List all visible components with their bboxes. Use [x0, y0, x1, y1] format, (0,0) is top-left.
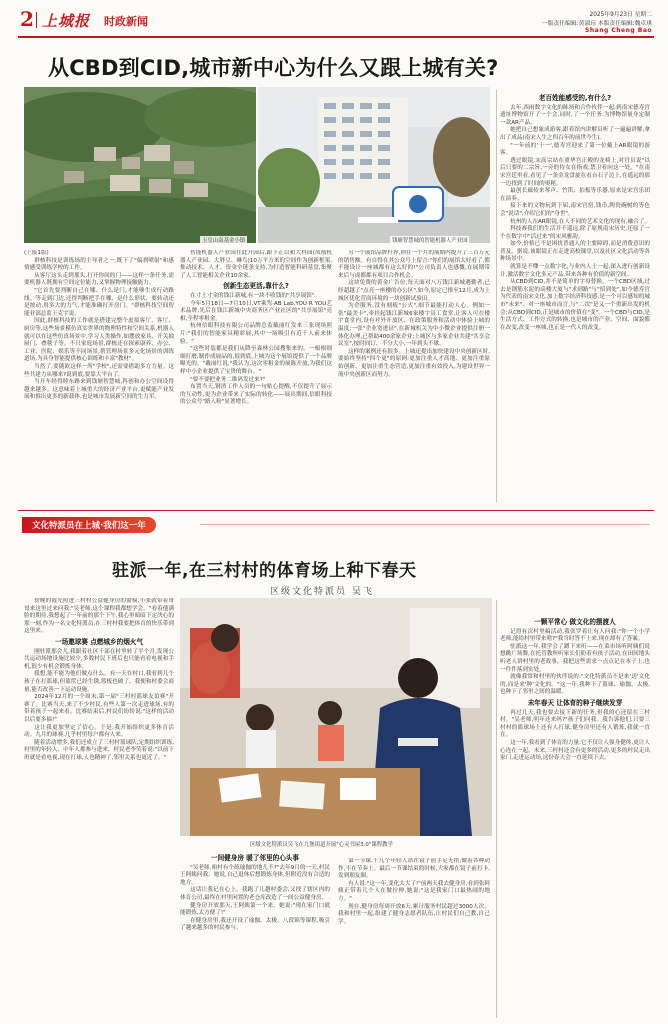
date-line: 2025年9月23日 星期二	[589, 12, 652, 18]
paragraph: 去年,西雨数字文化的陈扬和合作伙伴一起,到南宋德寿宫遗址博物馆开了一个会,同时,了一个任务:为博物馆量身定制一款AR产品。	[500, 104, 650, 126]
paragraph: 为企服务,没有刻板"公式",细节最能打动人心。例如一张"最美卡",牵挂起钱江新城6家楼宇员工食堂,让客人可在楼宇食堂内,设有对外开放区、在政策服务和活动中体验上城的温度;一张"企业宽进证",在新城机关为中小微企业提供注册一体化办理,已帮助400余家企业;上城区与多家企业共建"共享会议室",按时间订、不分大小,一年到头不歇。	[338, 303, 490, 348]
paragraph: 第一节课,十几个年轻人站在镜子前手足无措,做着各种动作,不在节奏上。最后一节课结束的时候,大家都在镜子前打卡,发到朋友圈。	[338, 858, 490, 880]
article1-column-3	[338, 250, 490, 502]
paragraph: 今年5月18日—7月10日,VT乘驾·AB Lab,YOU R YOU艺术品牌,先后在钱江新城中央商务区产业社区的"共享展馆"亮相,全程零租金。	[180, 300, 332, 322]
paragraph: 杭州信眼科技有限公司品牌总监戴丽红发来三张现场照片:"我们的智能家具精彩展,其中一场吸引有近千人前来体验。"	[180, 323, 332, 345]
paragraph: 这样的案例还有很多。上城还提出加快建设中央创新区时,要始终坚持"四个更"的原则:更加注重人才高地、更加注重原始创新、更加注重生态营造,更加注重有效投入,为建设世界一流中央创新区而努力。	[338, 348, 490, 378]
paragraph: "要不要把业务二维码发过来?"	[190, 376, 266, 383]
paragraph: 最创长廊传来琴声、竹笛、拍板等乐器,原来是宋宫乐团在演奏。	[500, 188, 650, 202]
paragraph: 因此,群核科技的工作就是搭建完整个虚拟客厅、客厅、厨房等,这些场景模仿真实世界的物理特性和空间关系,机器人就可以在这些仿真场景中,学习人类操作,如摆放家具、开关抽屉门、叠毯子等。不只家庭场景,群核还在探索康养、办公、工业、医院、娱乐等不同场景,帮管理场景多元化场景的训练道场,为具身智能提供核心训练和丰富"教材"。	[24, 318, 174, 363]
paragraph: 这一年,我看到了体育的力量:它不仅让人强身健体,更让人心连在一起。未来,三村村还会有更多的活动,更多的村民走出家门,走进运动场,这份春天会一直延续下去。	[500, 739, 650, 762]
subhead-basketball: 一场邀球赛 点燃城乡的烟火气	[54, 637, 143, 646]
masthead	[18, 5, 658, 35]
newspaper-logo: 上城报	[42, 12, 91, 30]
column-divider	[496, 600, 497, 1018]
column-divider	[496, 90, 497, 502]
paragraph: 傍晚的霞光照进三村村公益健身房的窗棂,小张就带着哥哥来这里过来问我:"吴老师,这个课程我都想学会。"看着他满脸的期待,我想起了一年前的那个下午,我心里暗暗下定决心的那一刻,作为一名文化特派员,在三村村我要把体育的快乐带到这里来。	[24, 598, 174, 635]
paragraph: 杭州的人在AR眼镜,在人不同的艺术文化的现有,融合了。	[510, 218, 650, 225]
paragraph: "吴老师,咱村有个练瑜伽的地儿不?"去年9月的一天,村民王阿姨问我。她说,自己退休后想锻炼身体,但附近没有合适的地方。	[180, 864, 330, 886]
paragraph: 从客厅这头走到那头,打开你间的门——这样一条任务,需要机器人既拥有空间定位能力,又掌握物理接触能力。	[24, 272, 174, 287]
subhead-gym: 一间健身房 暖了邻里的心头事	[210, 854, 299, 862]
paragraph: 现在,健身房每周开放6天,累计服务村民超过3000人次。我和村里一起,组建了健身志愿者队伍,让村民们自己教,自己学。	[338, 903, 490, 925]
paragraph: 她把自己想象成游客,跟着馆内讲解员听了一遍遍讲解,拿出了成品(南宋人生之四百年的前世今生)。	[500, 127, 650, 141]
paragraph: 另一个展馆品牌杆界,则在一个月的展期内提升了三百万元的销售额。有自得在其公众号上留言:"你们的展馆太好看了,都不能设计一座城都有这么好的!"公司负责人也感慨,在展期带来后与成都都有项目合作机会。	[338, 250, 490, 279]
photo-yuhuang-fund-town	[24, 87, 256, 243]
article2-column-3	[338, 858, 490, 1018]
photo-caption: 区级文化特派员吴飞在九堡街道开展"心灵书屋3.0"课程教学	[250, 842, 393, 848]
paragraph: 2024年12月的一个周末,第一届"三村村篮球友谊赛"开赛了。比赛当天,来了不少村民,有些人第一次走进球场,有的带着孩子一起来看。比赛结束后,村民们纷纷说:"这样的活动以后要多搞!"	[24, 694, 174, 723]
article1-column-2	[180, 250, 332, 502]
paragraph: 布置当天,钢渣工作人员的一句贴心提醒,不仅提升了展示的互动性,更为企业带来了实际的转化——展出期间,信眼科技的公众号"路人粉"显著增长。	[180, 384, 332, 406]
paragraph: 就算是不懂一点数字化,与业内人士一起,深入进行创新设计,激活数字文化多元产品,带来各种有价值的新空间。	[500, 264, 650, 278]
aerial-town-image	[24, 87, 256, 243]
paragraph: 智能机器人产业园在此开园后,跟下正以和大科园(凤凰机器人产业园、大胖豆、琳鸟)10万平方米的空间作为创新框架,推动技术、人才、资金全链条支持,为打造智能科研基盘,集聚了人工智能相关企业10余家。	[180, 250, 332, 279]
photo1-caption: 玉皇山南基金小镇	[202, 238, 246, 244]
paragraph: 在健身房里,我还开设了瑜伽、太极、八段锦等课程,吸引了越来越多的村民参与。	[180, 917, 330, 932]
header-rule	[18, 36, 654, 38]
paragraph: "一年前的'十一',德寿宫迎来了第一位戴上AR眼镜的游客。	[500, 142, 650, 157]
paragraph: "这些时装都是我们从降至森林公园搜集来的。一根根细细打磨,制作成展品的,很到底,上城为这个展馆提供了一个品牌曝光的。"戴丽红说,"我认为,这次零租金的展陈开放,为我们这样中小企业提供了宝贵的舞台。"	[180, 346, 332, 375]
section-divider	[18, 510, 654, 511]
paragraph: 再过几天,我也要去接下新的任务,但我的心还留在三村村。"吴老师,明年还来吗?"孩子们问我。我告诉他们,只要三村村的篮球场上还有人打球,健身房里还有人锻炼,我就一直在。	[500, 709, 650, 739]
brand-line: Shang Cheng Bao	[585, 27, 652, 34]
paragraph: 当开车经得睦东路来到钱塘智慧城,科创和办公空间设得越来越多。这意味着上城重大的经济产业平台,更赋能产业发展和推出更多的新载体,也是城市发展新空间的生力军。	[24, 379, 174, 401]
subhead-spring: 未年春天 让体育的种子继续发芽	[527, 698, 623, 707]
article2-column-1	[24, 598, 174, 1018]
paragraph: 如今,价格已不是困扰普通人的主要障碍,而是消费意识的普及。据说,该眼镜正在走进高校课堂,以及社区文化活动等各种场景中。	[500, 241, 650, 263]
article1-column-4	[500, 92, 650, 502]
classroom-image	[180, 598, 492, 836]
subhead-ecosystem: 创新生态更活,靠什么?	[223, 282, 289, 291]
paragraph: 这让我更加坚定了信心。于是,我开始组织更多体育活动。九月的球赛,几乎村里每户都有人来。	[24, 724, 174, 739]
article2-headline: 驻派一年,在三村村的体育场上种下春天	[112, 561, 417, 581]
article2-column-2	[180, 852, 330, 1018]
paragraph: 这话让我记在心上。我跑了几趟村委会,又找了辖区内的体育公司,最终在村里闲置的老仓库改造了一间公益健身房。	[180, 887, 330, 901]
photo-culture-envoy-class	[180, 598, 492, 836]
article1-headline: 从CBD到CID,城市新中心为什么又跟上城有关?	[48, 56, 499, 80]
subhead-ferryman: 一颗平常心 做文化的摆渡人	[534, 618, 616, 626]
paragraph: 在寸土寸金的钱江新城,有一块不收钱的"共享展馆"。	[190, 292, 321, 299]
photo2-caption: 钱塘智慧城的智能机器人产业园	[392, 238, 468, 244]
paragraph: 我想,能不能为他们做点什么。有一天在村口,我看到几个孩子在打篮球,但篮筐已经生锈,篮板也破了。我便和村委会商量,能否改善一下运动设施。	[24, 671, 174, 693]
paragraph: 健身房开放那天,王阿姨第一个来。她说:"现在家门口就能锻炼,太方便了!"	[180, 902, 330, 917]
paragraph: 有人说:"这一年,变化太大了!"前两天我去健身房,看到张阿姨正带着几个人在做拉伸,她说:"这是我家门口最热闹的地方。"	[338, 880, 490, 902]
editor-line: 一版责任编辑:黄淑珏 本版责任编辑:魏卓琪	[541, 21, 652, 27]
paragraph: (上接1版)	[24, 250, 49, 256]
banner-accent-line	[200, 524, 650, 525]
column-banner: 文化特派员在上城·我们这一年	[22, 517, 156, 533]
byline: 区级文化特派员 吴飞	[270, 587, 374, 597]
section-title: 时政新闻	[104, 15, 148, 28]
paragraph: 就像我常和村里的伙伴说的:"文化特派员不是来'送'文化的,而是来'种'文化的。"这一年,我种下了篮球、瑜伽、太极,也种下了邻里之间的温暖。	[500, 674, 650, 696]
page-number: 2	[20, 7, 34, 31]
paragraph: 刚驻派那会儿,我跟着社区干部在村里转了半个月,发现公共运动场地设施比较少,多数村民下班后也只能看看电视和手机,很少有机会锻炼身体。	[24, 648, 174, 670]
paragraph: 这块免费的黄金广告位,每天面对八万钱江新城遇勤者,已经超越了"点亮一座楼的办公区",如今,原定已推至12月,成为上城区优化营商环境的一块创新试验田。	[338, 280, 490, 302]
paragraph: 随着活动增多,我们还成立了三村村篮球队,定期组织训练,村里的年轻人、中年人都参与进来。村民老李笑着说:"以前下班就是看电视,现在打球,人也精神了,邻里关系也更近了。"	[24, 739, 174, 761]
article2-column-4	[500, 616, 650, 1018]
paragraph: 群核科技是训练场的主导者之一,既下了"偏刹喷射"和感情感受训练学校的工作。	[24, 257, 174, 272]
paragraph: 记得有次村里搞活动,我张罗着让有人问我:"你一个小学老师,能给村里带来啥?"我当时答不上来,现在却有了答案。	[500, 628, 650, 643]
subhead-residents: 老百姓能感受的,有什么?	[538, 94, 612, 102]
paragraph: 当然了,要随欧这样一所"学校",还需要借助多方力量。这些共建力从哪来?说到底,要靠大平台了。	[24, 363, 174, 378]
paragraph: 从CBD到CID,并不是简单的字母替换。一个CBD区域,过去是钢筋水泥的高楼大厦与"求到路"与"招到处",如今德寿宫为代表的南宋文化,加上数字经济科技感,是一个可以感知的城市"未来"。对一座城市而言,与"二次"是又一个重新出发的机会;从CBD到CID,正是城市的价值在"变"。一个CBD与CID,是生活方式、工作方式的转换,也是城市的产业、空间、面貌都在改变,改变一座城,也正是一代人的改变。	[500, 279, 650, 331]
paragraph: 透过眼镜,宋高宗站在重华宫正殿的龙椅上,对宫员说"以后只要的二宗旨,一旁的侍女在指戏,禁卫看向这一处。"在南宋宫廷里看,看见了一条金龙盘旋在看台石子边上,在遥远的那一边找到了时间的奥秘。	[500, 157, 650, 187]
building-image	[258, 87, 490, 243]
photo-robot-industrial-park	[258, 87, 490, 243]
article1-column-1	[24, 250, 174, 502]
paragraph: 驻派这一年,我学会了蹲下来听——在菜市场听阿姨们说想跳广场舞,在托管教所听家长们盼着有孩子活动,在田间地头听老人讲村里的老故事。我把这些需求一点点记在本子上,也一件件落到实处。	[500, 643, 650, 673]
paragraph: 接下来的文物玩到下届,南宋官窑,钱币,陶瓷碗树的等色会"说话",介绍它们的"身世"。	[500, 203, 650, 217]
paragraph: "它首先要判断自己在哪、什么是门,才能够生成行动路线。等走到门边,还得判断把手在哪、是什么形状、要转动还是按动,用多大的力气,才能准确打开房门。"群核科技空间智能业部总监王克宇说。	[24, 287, 174, 317]
paragraph: 科技赛我们的生活并不遥远,除了原规南宋历史,还原了一个在数字中"活过来"的宋风雅韵。	[500, 226, 650, 240]
logo-divider	[36, 12, 37, 28]
